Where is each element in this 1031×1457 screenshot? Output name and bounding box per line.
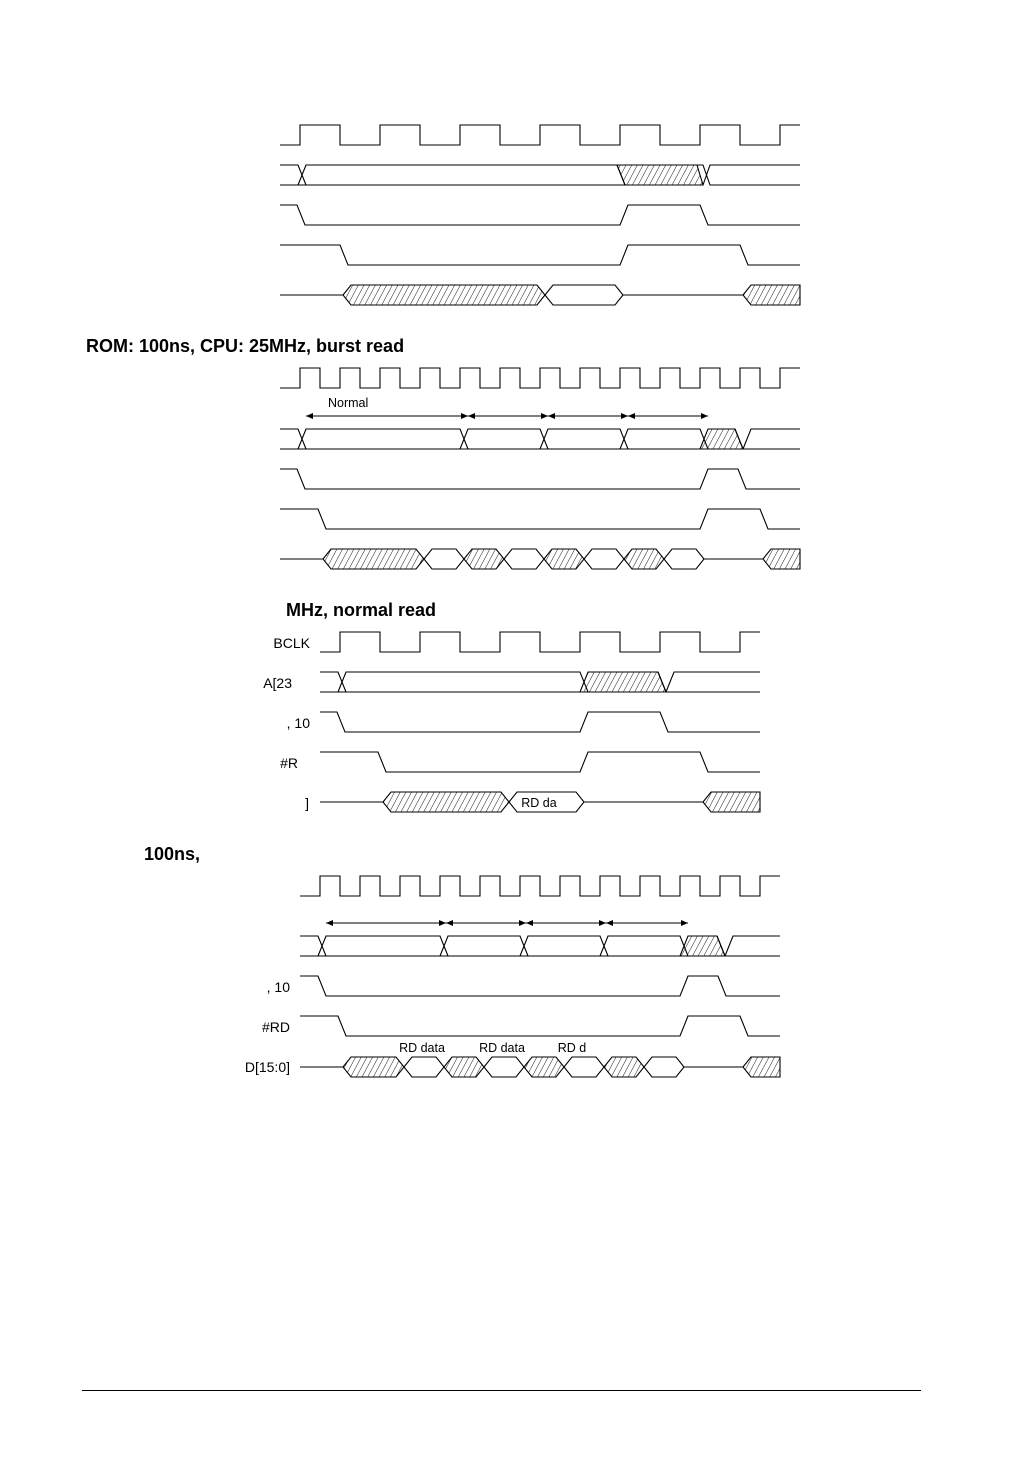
diagram-burst-lower bbox=[300, 876, 780, 1077]
address-waveform bbox=[280, 429, 800, 449]
signal-label-data: ] bbox=[305, 795, 309, 811]
clock-waveform bbox=[280, 125, 800, 145]
footer-rule bbox=[82, 1390, 921, 1391]
signal-label-rd: #RD bbox=[261, 1019, 290, 1035]
read-strobe-waveform bbox=[280, 509, 800, 529]
chip-select-waveform bbox=[300, 976, 780, 996]
section-title-normal-read: MHz, normal read bbox=[286, 600, 437, 620]
read-strobe-waveform bbox=[300, 1016, 780, 1036]
address-waveform bbox=[320, 672, 760, 692]
address-waveform bbox=[280, 165, 800, 185]
diagram-upper bbox=[280, 125, 800, 305]
chip-select-waveform bbox=[320, 712, 760, 732]
rd-data-label-2: RD data bbox=[479, 1041, 525, 1055]
section-title-burst-25: ROM: 100ns, CPU: 25MHz, burst read bbox=[86, 336, 405, 356]
normal-cycle-label: Normal bbox=[328, 396, 369, 410]
signal-labels-burst-lower bbox=[245, 979, 290, 1075]
rd-data-label-1: RD data bbox=[399, 1041, 445, 1055]
signal-label-read: #R bbox=[280, 755, 298, 771]
signal-label-address: A[23 bbox=[263, 675, 292, 691]
data-waveform bbox=[280, 285, 800, 305]
rd-data-label-3: RD d bbox=[557, 1041, 587, 1055]
signal-label-data-bus: D[15:0] bbox=[244, 1059, 290, 1075]
rd-data-label: RD da bbox=[521, 796, 557, 810]
data-waveform bbox=[280, 549, 800, 569]
read-strobe-waveform bbox=[280, 245, 800, 265]
clock-waveform bbox=[320, 632, 760, 652]
clock-waveform bbox=[280, 368, 800, 388]
diagram-normal-read bbox=[320, 632, 760, 812]
data-waveform bbox=[320, 792, 760, 812]
signal-label-chip-select: , 10 bbox=[286, 715, 310, 731]
signal-label-bclk: BCLK bbox=[273, 635, 310, 651]
data-waveform bbox=[300, 1057, 780, 1077]
chip-select-waveform bbox=[280, 205, 800, 225]
signal-label-chip-select: , 10 bbox=[266, 979, 290, 995]
address-waveform bbox=[300, 936, 780, 956]
read-strobe-waveform bbox=[320, 752, 760, 772]
clock-waveform bbox=[300, 876, 780, 896]
section-title-burst-lower: 100ns, bbox=[144, 844, 201, 864]
chip-select-waveform bbox=[280, 469, 800, 489]
signal-labels-normal-read bbox=[263, 635, 310, 811]
diagram-burst-25 bbox=[280, 368, 800, 569]
